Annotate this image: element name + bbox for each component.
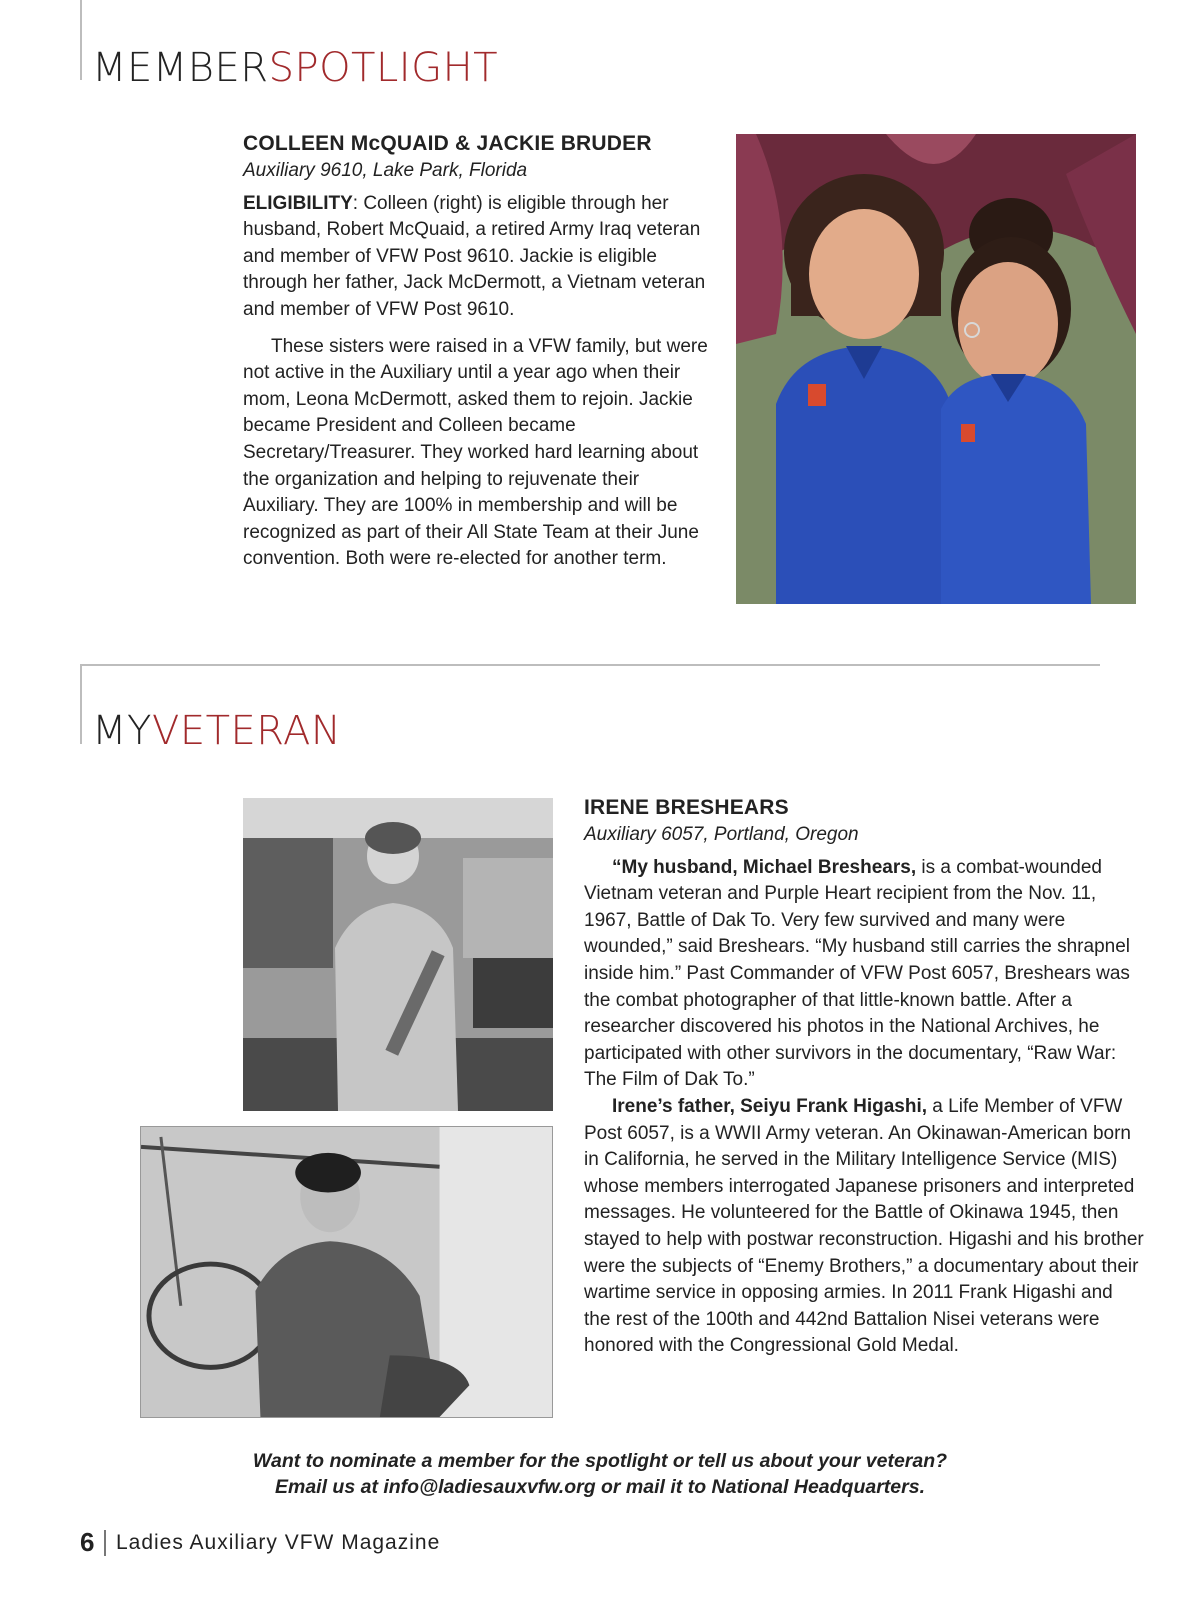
- my-veteran-heading: [92, 708, 342, 754]
- veteran-photo-wwii: [140, 1126, 553, 1418]
- eligibility-text: : Colleen (right) is eligible through her husband, Robert McQuaid, a retired Army Iraq veteran and member of VFW Post 9610. Jackie is eligible through her father, Jack McDermott, a Vietnam veteran and member of VFW Post 9610.: [243, 192, 706, 320]
- sisters-photo-illustration: [736, 134, 1136, 604]
- father-text: a Life Member of VFW Post 6057, is a WWII Army veteran. An Okinawan-American born in California, he served in the Military Intelligence Service (MIS) whose members interrogated Japanese prisoners and interpreted messages. He volunteered for the Battle of Okinawa 1945, then stayed to help with postwar reconstruction. Higashi and his brother were the subjects of “Enemy Brothers,” a documentary about their wartime service in opposing armies. In 2011 Frank Higashi and the rest of the 100th and 442nd Battalion Nisei veterans were honored with the Congressional Gold Medal.: [584, 1095, 1144, 1357]
- spotlight-article: [243, 130, 711, 573]
- footer-separator: [104, 1530, 106, 1556]
- heading-part-red: VETERAN: [151, 708, 342, 754]
- spotlight-auxiliary: Auxiliary 9610, Lake Park, Florida: [243, 160, 528, 181]
- veteran-photo-vietnam: [243, 798, 553, 1111]
- page-number: 6: [80, 1527, 95, 1557]
- veteran-article: [584, 794, 1144, 1360]
- heading-part-dark: MY: [92, 708, 152, 754]
- husband-text: is a combat-wounded Vietnam veteran and Purple Heart recipient from the Nov. 11, 1967, Battle of Dak To. Very few survived and many were wounded,” said Breshears. “My husband still carries the shrapnel inside him.” Past Commander of VFW Post 6057, Breshears was the combat photographer of that little-known battle. After a researcher discovered his photos in the National Archives, he participated with other survivors in the documentary, “Raw War: The Film of Dak To.”: [584, 856, 1130, 1091]
- veteran-paragraph-father: [584, 1094, 1144, 1360]
- spotlight-vertical-rule: [80, 0, 82, 80]
- member-spotlight-heading: [92, 45, 499, 91]
- spotlight-photo: [736, 134, 1136, 604]
- veteran-paragraph-husband: [584, 855, 1144, 1094]
- magazine-title: Ladies Auxiliary VFW Magazine: [115, 1530, 441, 1554]
- heading-part-dark: MEMBER: [92, 45, 269, 91]
- heading-part-red: SPOTLIGHT: [268, 45, 499, 91]
- breshears-photo-illustration: [243, 798, 553, 1111]
- nomination-note: [0, 1448, 1200, 1500]
- veteran-name: IRENE BRESHEARS: [584, 796, 789, 819]
- section-divider: [80, 664, 1100, 666]
- spotlight-paragraph: These sisters were raised in a VFW family, but were not active in the Auxiliary until a year ago when their mom, Leona McDermott, asked them to rejoin. Jackie became President and Colleen became Secretary/Treasurer. They worked hard learning about the organization and helping to rejuvenate their Auxiliary. They are 100% in membership and will be recognized as part of their All State Team at their June convention. Both were re-elected for another term.: [243, 335, 708, 570]
- veteran-auxiliary: Auxiliary 6057, Portland, Oregon: [584, 824, 859, 845]
- spotlight-names: COLLEEN McQUAID & JACKIE BRUDER: [243, 132, 652, 155]
- nomination-line-1: Want to nominate a member for the spotlight or tell us about your veteran?: [252, 1450, 948, 1472]
- husband-lead: “My husband, Michael Breshears,: [612, 856, 917, 878]
- page-footer: [80, 1527, 440, 1558]
- spotlight-eligibility: [243, 191, 711, 324]
- eligibility-label: ELIGIBILITY: [243, 192, 353, 214]
- veteran-vertical-rule: [80, 664, 82, 744]
- father-lead: Irene’s father, Seiyu Frank Higashi,: [612, 1095, 928, 1117]
- nomination-line-2: Email us at info@ladiesauxvfw.org or mail it to National Headquarters.: [274, 1476, 925, 1498]
- higashi-photo-illustration: [141, 1127, 552, 1417]
